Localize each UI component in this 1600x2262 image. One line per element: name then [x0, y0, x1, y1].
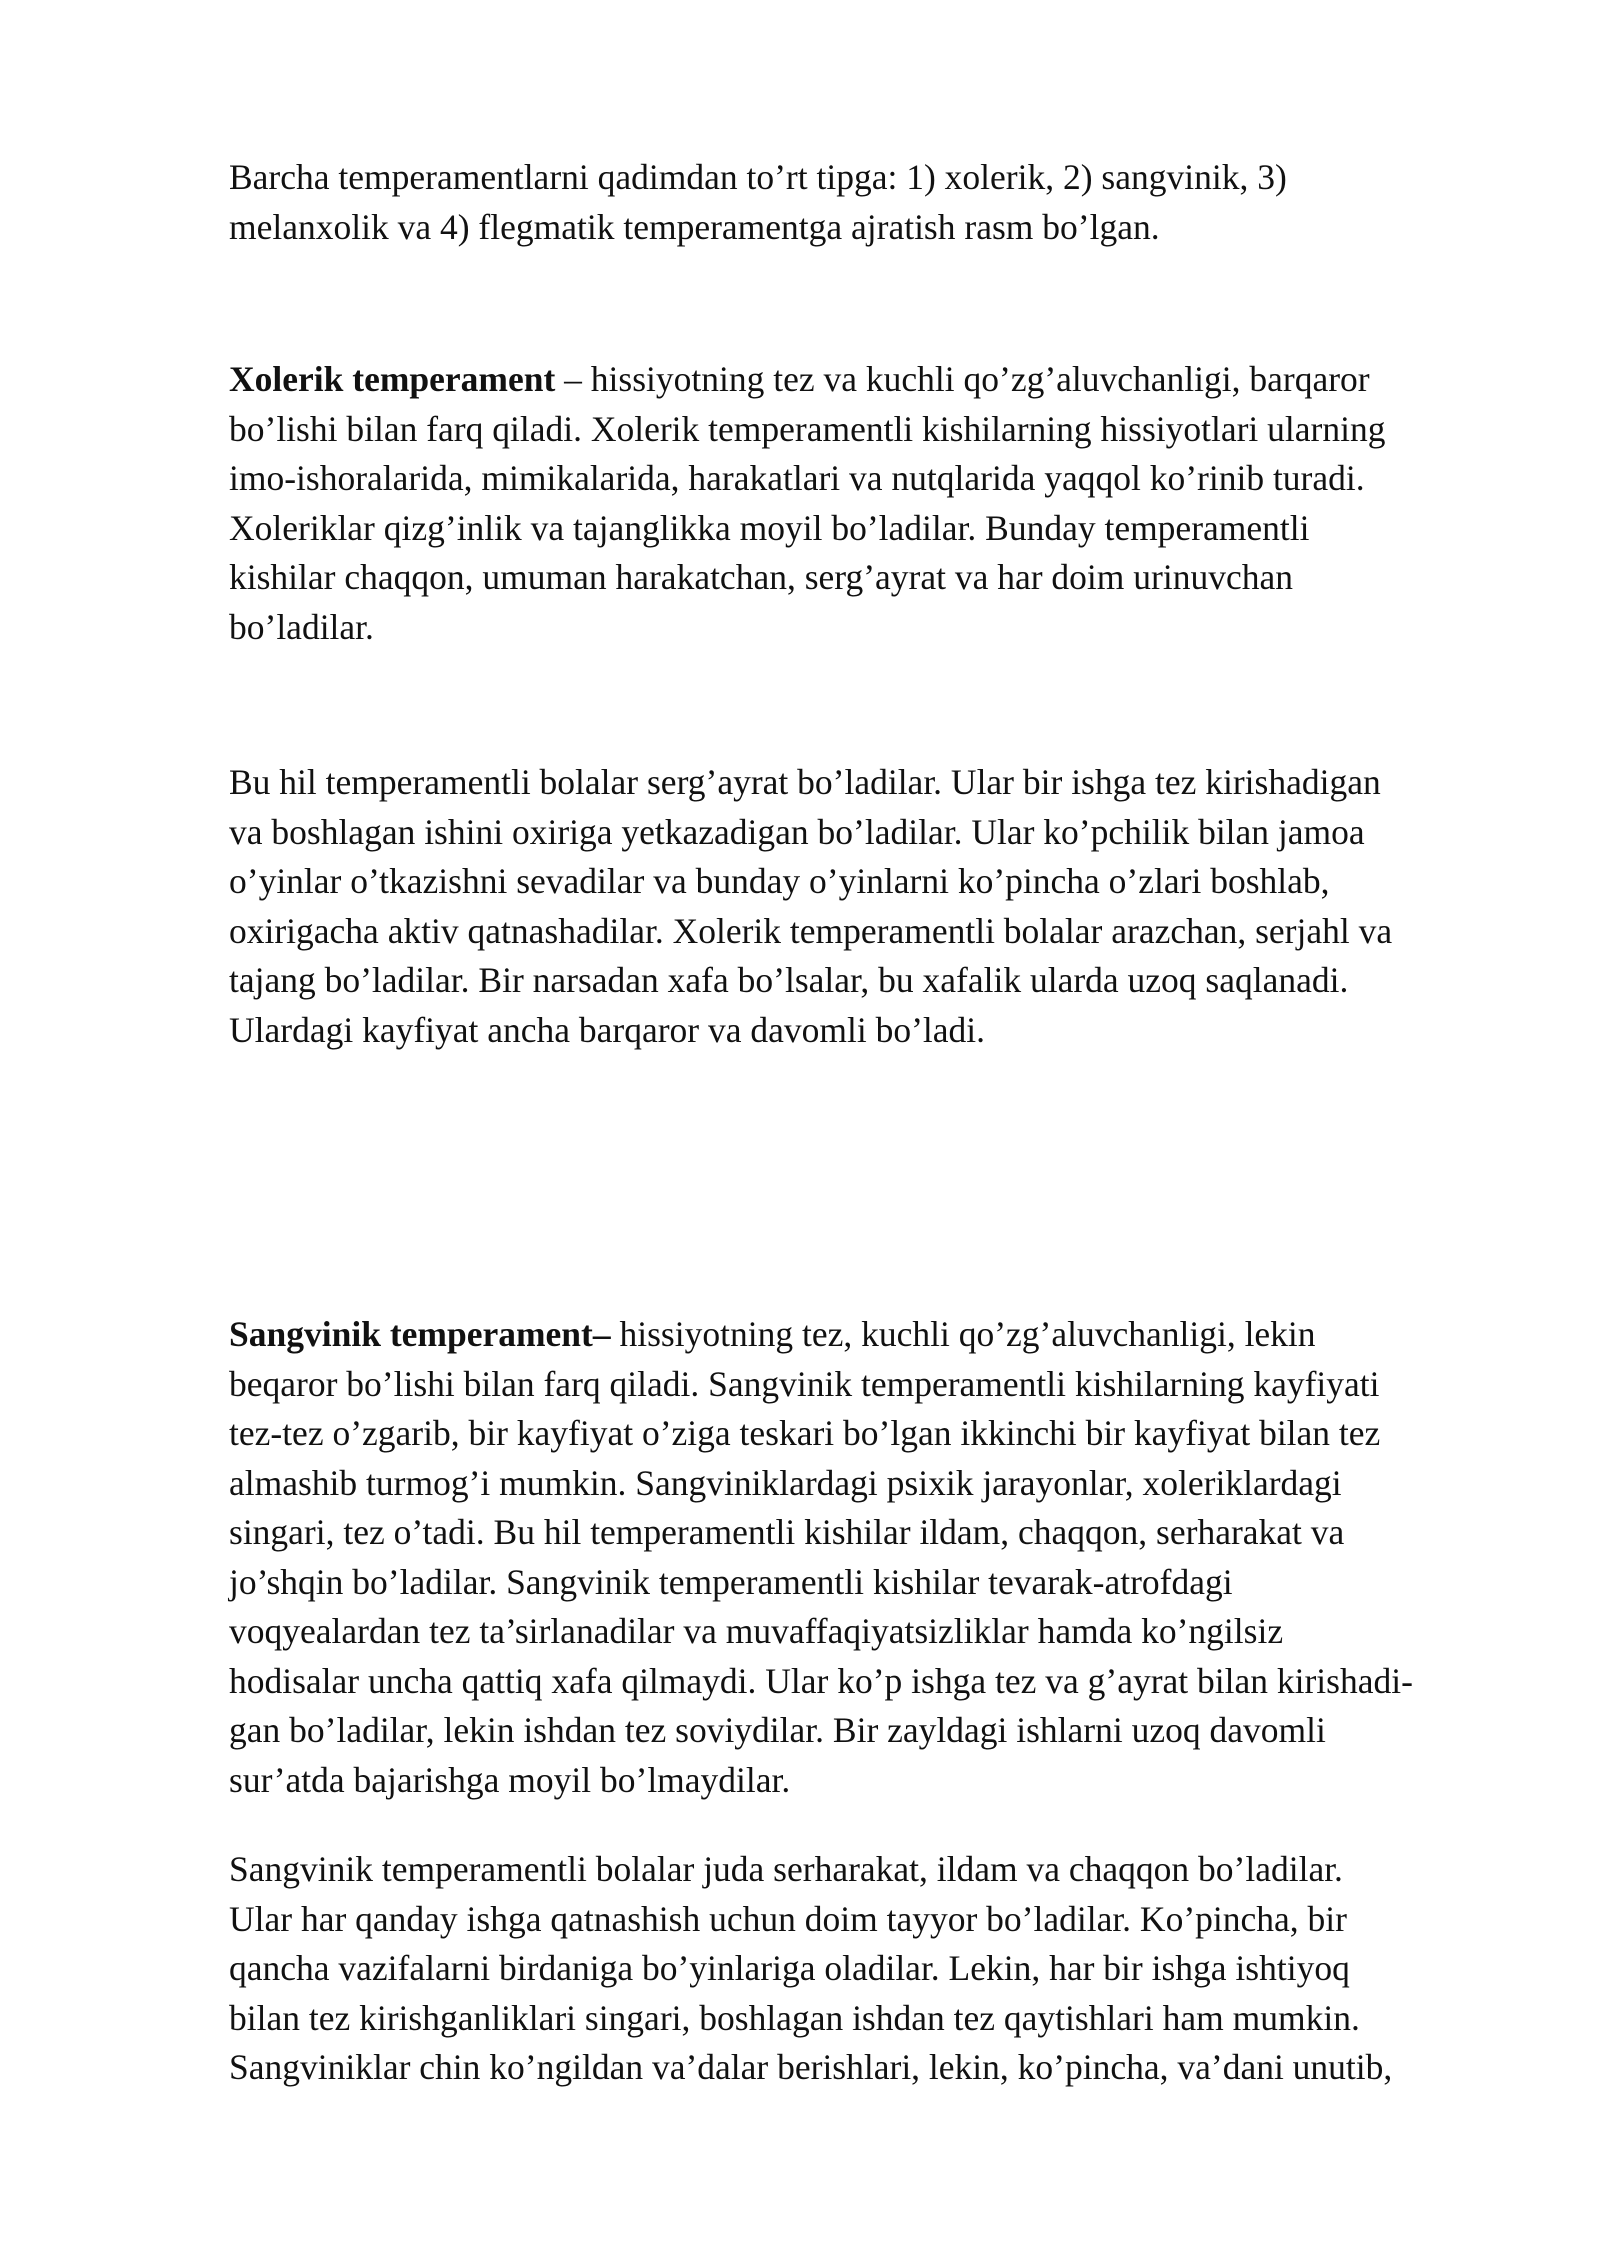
term-sangvinik: Sangvinik temperament–: [229, 1314, 611, 1354]
term-xolerik: Xolerik temperament: [229, 359, 556, 399]
paragraph-text: – hissiyotning tez va kuchli qo’zg’aluvchanligi, barqaror bo’lishi bilan farq qiladi. Xolerik temperamentli kishilarning hissiyotlari ularning imo-ishoralarida, mimikalarida, harakatlari va nutqlarida yaqqol ko’rinib turadi. Xoleriklar qizg’inlik va tajanglikka moyil bo’ladilar. Bunday temperamentli kishilar chaqqon, umuman harakatchan, serg’ayrat va har doim urinuvchan bo’ladilar.: [229, 359, 1386, 647]
paragraph-sangvinik-definition: [229, 1310, 1509, 1805]
paragraph-sangvinik-children: [229, 1845, 1509, 2093]
paragraph-intro: [229, 153, 1509, 252]
paragraph-text: Sangvinik temperamentli bolalar juda serharakat, ildam va chaqqon bo’ladilar. Ular har qanday ishga qatnashish uchun doim tayyor bo’ladilar. Ko’pincha, bir qancha vazifalarni birdaniga bo’yinlariga oladilar. Lekin, har bir ishga ishtiyoq bilan tez kirishganliklari singari, boshlagan ishdan tez qaytishlari ham mumkin. Sangviniklar chin ko’ngildan va’dalar berishlari, lekin, ko’pincha, va’dani unutib,: [229, 1849, 1393, 2087]
paragraph-text: Barcha temperamentlarni qadimdan to’rt tipga: 1) xolerik, 2) sangvinik, 3) melanxolik va 4) flegmatik temperamentga ajratish rasm bo’lgan.: [229, 157, 1287, 247]
paragraph-text: Bu hil temperamentli bolalar serg’ayrat bo’ladilar. Ular bir ishga tez kirishadigan va boshlagan ishini oxiriga yetkazadigan bo’ladilar. Ular ko’pchilik bilan jamoa o’yinlar o’tkazishni sevadilar va bunday o’yinlarni ko’pincha o’zlari boshlab, oxirigacha aktiv qatnashadilar. Xolerik temperamentli bolalar arazchan, serjahl va tajang bo’ladilar. Bir narsadan xafa bo’lsalar, bu xafalik ularda uzoq saqlanadi. Ulardagi kayfiyat ancha barqaror va davomli bo’ladi.: [229, 762, 1393, 1050]
paragraph-xolerik-children: [229, 758, 1509, 1055]
paragraph-text: hissiyotning tez, kuchli qo’zg’aluvchanligi, lekin beqaror bo’lishi bilan farq qiladi. Sangvinik temperamentli kishilarning kayfiyati tez-tez o’zgarib, bir kayfiyat o’ziga teskari bo’lgan ikkinchi bir kayfiyat bilan tez almashib turmog’i mumkin. Sangviniklardagi psixik jarayonlar, xoleriklardagi singari, tez o’tadi. Bu hil temperamentli kishilar ildam, chaqqon, serharakat va jo’shqin bo’ladilar. Sangvinik temperamentli kishilar tevarak-atrofdagi voqyealardan tez ta’sirlanadilar va muvaffaqiyatsizliklar hamda ko’ngilsiz hodisalar uncha qattiq xafa qilmaydi. Ular ko’p ishga tez va g’ayrat bilan kirishadi- gan bo’ladilar, lekin ishdan tez soviydilar. Bir zayldagi ishlarni uzoq davomli sur’atda bajarishga moyil bo’lmaydilar.: [229, 1314, 1413, 1800]
paragraph-xolerik-definition: [229, 355, 1509, 652]
